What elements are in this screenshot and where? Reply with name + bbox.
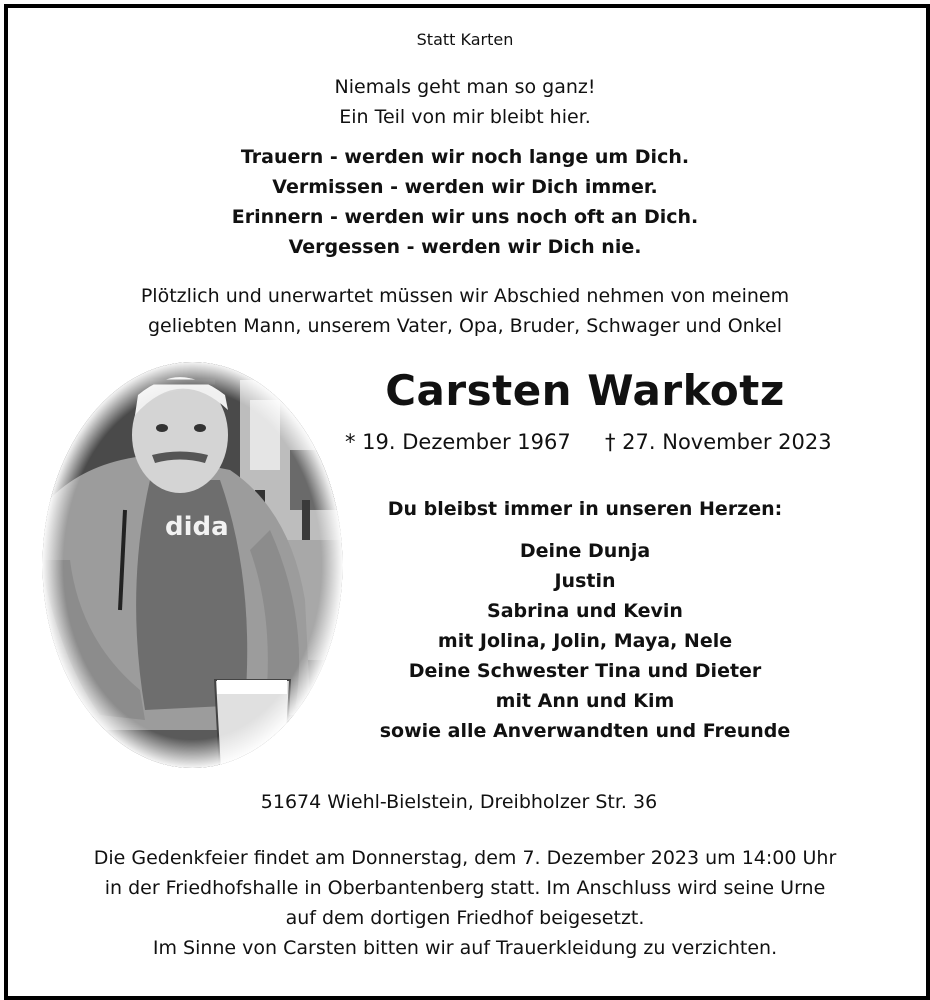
portrait-photo [40,360,345,770]
poem-line: Ein Teil von mir bleibt hier. [339,106,591,128]
statt-karten: Statt Karten [416,30,514,49]
memorial-line: Im Sinne von Carsten bitten wir auf Trauerkleidung zu verzichten. [152,937,778,959]
address: 51674 Wiehl-Bielstein, Dreibholzer Str. 36 [260,791,658,813]
memorial-line: auf dem dortigen Friedhof beigesetzt. [285,907,645,929]
mourner-name: Sabrina und Kevin [487,600,683,622]
mourner-name: Deine Schwester Tina und Dieter [408,660,762,682]
mourner-name: mit Jolina, Jolin, Maya, Nele [437,630,733,652]
birth-date: * 19. Dezember 1967 [345,430,571,454]
memorial-info [0,843,930,963]
memorial-line: Die Gedenkfeier findet am Donnerstag, dem 7. Dezember 2023 um 14:00 Uhr [93,847,837,869]
mourner-name: Deine Dunja [519,540,651,562]
verse [0,142,930,262]
mourner-name: Justin [554,570,616,592]
intro-line: Plötzlich und unerwartet müssen wir Abschied nehmen von meinem [140,285,790,307]
mourners-list [360,536,810,746]
intro-text [0,281,930,341]
poem-line: Niemals geht man so ganz! [334,76,596,98]
memorial-line: in der Friedhofshalle in Oberbantenberg statt. Im Anschluss wird seine Urne [104,877,826,899]
deceased-name: Carsten Warkotz [385,366,785,415]
mourner-name: mit Ann und Kim [495,690,675,712]
poem [0,72,930,132]
death-date: † 27. November 2023 [605,430,832,454]
verse-line: Vermissen - werden wir Dich immer. [272,176,658,198]
mourners-heading: Du bleibst immer in unseren Herzen: [387,498,783,520]
verse-line: Vergessen - werden wir Dich nie. [288,236,642,258]
verse-line: Trauern - werden wir noch lange um Dich. [240,146,690,168]
intro-line: geliebten Mann, unserem Vater, Opa, Bruder, Schwager und Onkel [147,315,783,337]
mourner-name: sowie alle Anverwandten und Freunde [379,720,791,742]
verse-line: Erinnern - werden wir uns noch oft an Dich. [231,206,699,228]
